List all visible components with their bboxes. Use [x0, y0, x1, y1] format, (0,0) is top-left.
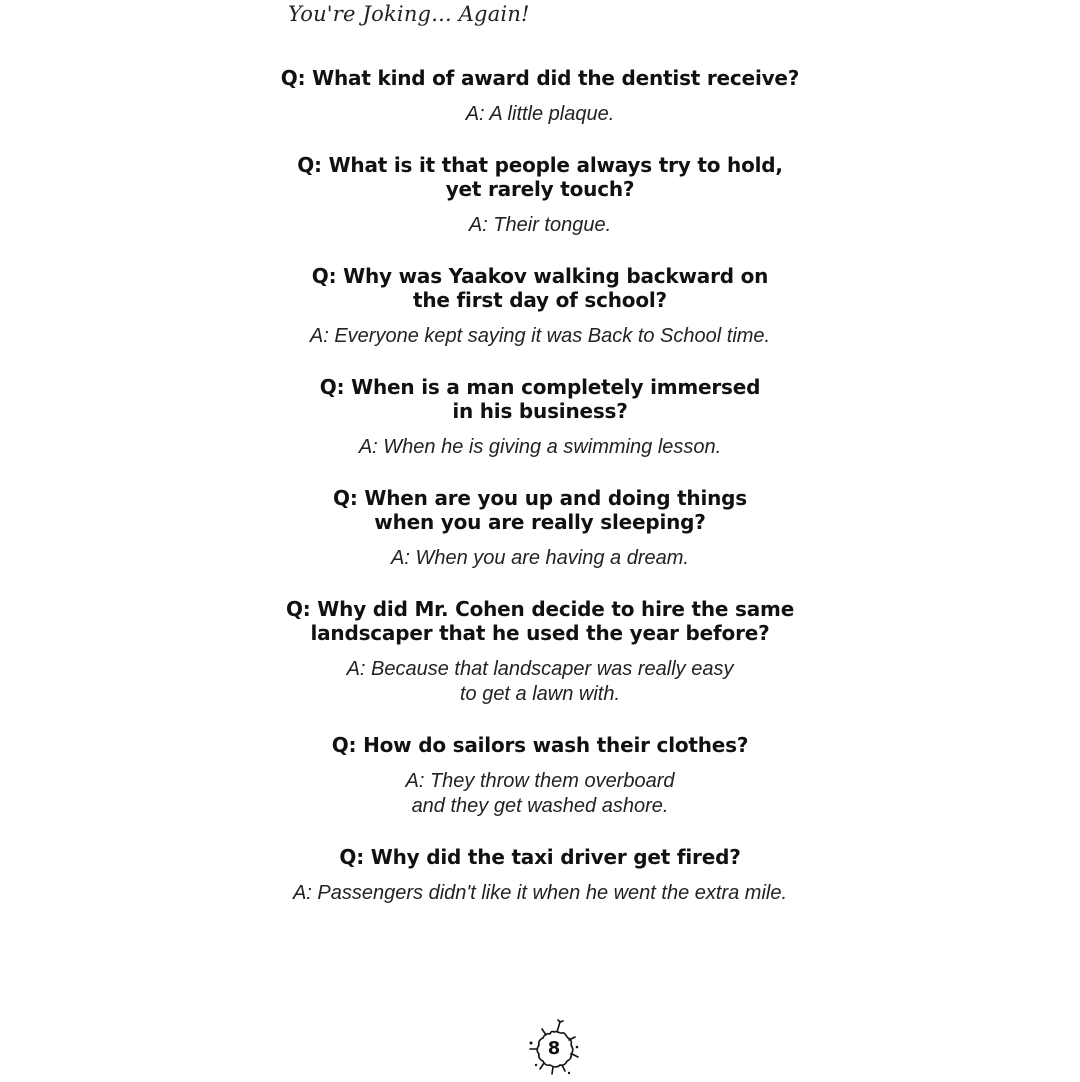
qa-item: [0, 845, 1080, 906]
answer-line: A: They throw them overboard: [405, 770, 675, 792]
answer: [0, 324, 1080, 349]
answer-line: and they get washed ashore.: [411, 795, 669, 817]
answer-line: A: Because that landscaper was really easy: [346, 658, 734, 680]
qa-item: [0, 66, 1080, 127]
answer-line: A: Everyone kept saying it was Back to School time.: [309, 325, 771, 347]
answer: [0, 546, 1080, 571]
question: [0, 375, 1080, 423]
page-number: 8: [547, 1038, 561, 1059]
answer: [0, 881, 1080, 906]
question: [0, 66, 1080, 90]
question-line: Q: Why did the taxi driver get fired?: [339, 845, 741, 869]
question-line: Q: How do sailors wash their clothes?: [331, 733, 749, 757]
qa-item: [0, 486, 1080, 571]
answer-line: A: When you are having a dream.: [391, 547, 689, 569]
answer: [0, 769, 1080, 819]
question-line: Q: What is it that people always try to hold,: [297, 153, 783, 177]
answer-line: A: When he is giving a swimming lesson.: [358, 436, 722, 458]
answer: [0, 102, 1080, 127]
question: [0, 845, 1080, 869]
question-line: Q: When are you up and doing things: [333, 486, 747, 510]
qa-item: [0, 733, 1080, 819]
question-line: Q: When is a man completely immersed: [319, 375, 761, 399]
running-head: You're Joking... Again!: [288, 2, 530, 26]
question-line: Q: Why was Yaakov walking backward on: [311, 264, 769, 288]
question: [0, 153, 1080, 201]
answer-line: to get a lawn with.: [459, 683, 621, 705]
question-line: Q: Why did Mr. Cohen decide to hire the same: [285, 597, 795, 621]
page-number-badge: [522, 1018, 586, 1082]
answer-line: A: Their tongue.: [468, 214, 612, 236]
question-line: when you are really sleeping?: [374, 510, 706, 534]
answer: [0, 435, 1080, 460]
qa-list: [0, 66, 1080, 932]
answer: [0, 213, 1080, 238]
question-line: Q: What kind of award did the dentist receive?: [280, 66, 800, 90]
qa-item: [0, 597, 1080, 707]
question-line: landscaper that he used the year before?: [310, 621, 770, 645]
answer-line: A: Passengers didn't like it when he went the extra mile.: [292, 882, 788, 904]
qa-item: [0, 153, 1080, 238]
question: [0, 733, 1080, 757]
qa-item: [0, 264, 1080, 349]
question: [0, 486, 1080, 534]
qa-item: [0, 375, 1080, 460]
answer-line: A: A little plaque.: [465, 103, 615, 125]
question-line: yet rarely touch?: [445, 177, 635, 201]
question-line: in his business?: [452, 399, 628, 423]
question-line: the first day of school?: [413, 288, 667, 312]
answer: [0, 657, 1080, 707]
question: [0, 264, 1080, 312]
question: [0, 597, 1080, 645]
